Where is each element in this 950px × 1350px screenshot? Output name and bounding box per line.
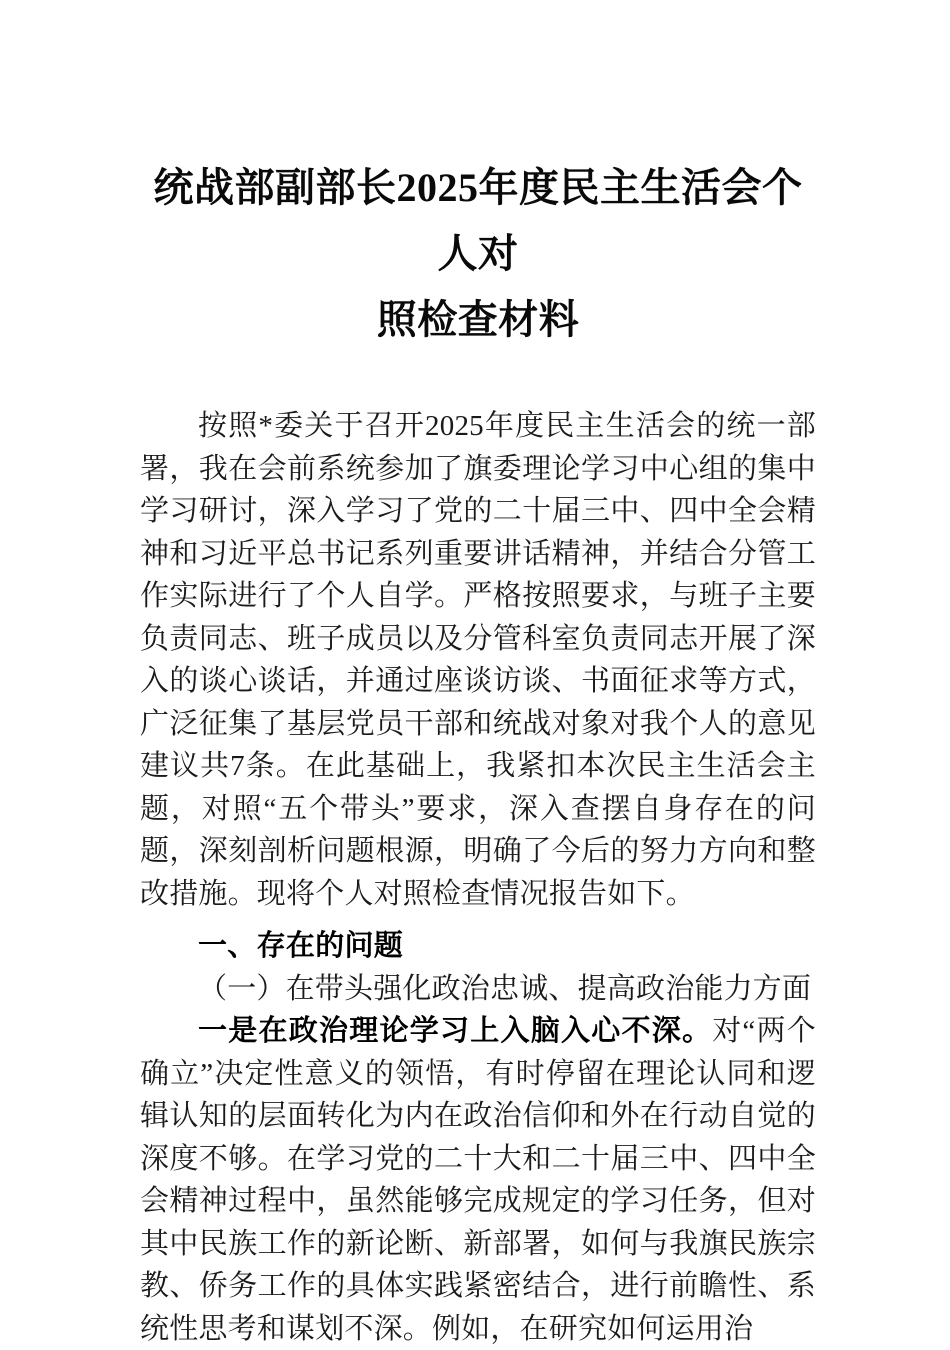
heading-level1-existing-problems: 一、存在的问题	[198, 930, 404, 962]
heading-level2-political-loyalty: （一）在带头强化政治忠诚、提高政治能力方面	[198, 972, 812, 1005]
point-one-bold-lead: 一是在政治理论学习上入脑入心不深。	[198, 1015, 713, 1047]
page-title	[140, 0, 816, 353]
point-one-body-text: 对“两个确立”决定性意义的领悟，有时停留在理论认同和逻辑认知的层面转化为内在政治信仰和外在行动自觉的深度不够。在学习党的二十大和二十届三中、四中全会精神过程中，虽然能够完成规定的学习任务，但对其中民族工作的新论断、新部署，如何与我旗民族宗教、侨务工作的具体实践紧密结合，进行前瞻性、系统性思考和谋划不深。例如，在研究如何运用治	[140, 1015, 816, 1345]
opening-paragraph: 按照*委关于召开2025年度民主生活会的统一部署，我在会前系统参加了旗委理论学习中心组的集中学习研讨，深入学习了党的二十届三中、四中全会精神和习近平总书记系列重要讲话精神，并结合分管工作实际进行了个人自学。严格按照要求，与班子主要负责同志、班子成员以及分管科室负责同志开展了深入的谈心谈话，并通过座谈访谈、书面征求等方式，广泛征集了基层党员干部和统战对象对我个人的意见建议共7条。在此基础上，我紧扣本次民主生活会主题，对照“五个带头”要求，深入查摆自身存在的问题，深刻剖析问题根源，明确了今后的努力方向和整改措施。现将个人对照检查情况报告如下。	[140, 410, 816, 910]
page-content-area	[140, 0, 816, 1350]
page-title-line-2: 照检查材料	[376, 297, 580, 342]
point-one-paragraph	[140, 1010, 816, 1350]
page-title-line-1: 统战部副部长2025年度民主生活会个人对	[153, 165, 803, 276]
